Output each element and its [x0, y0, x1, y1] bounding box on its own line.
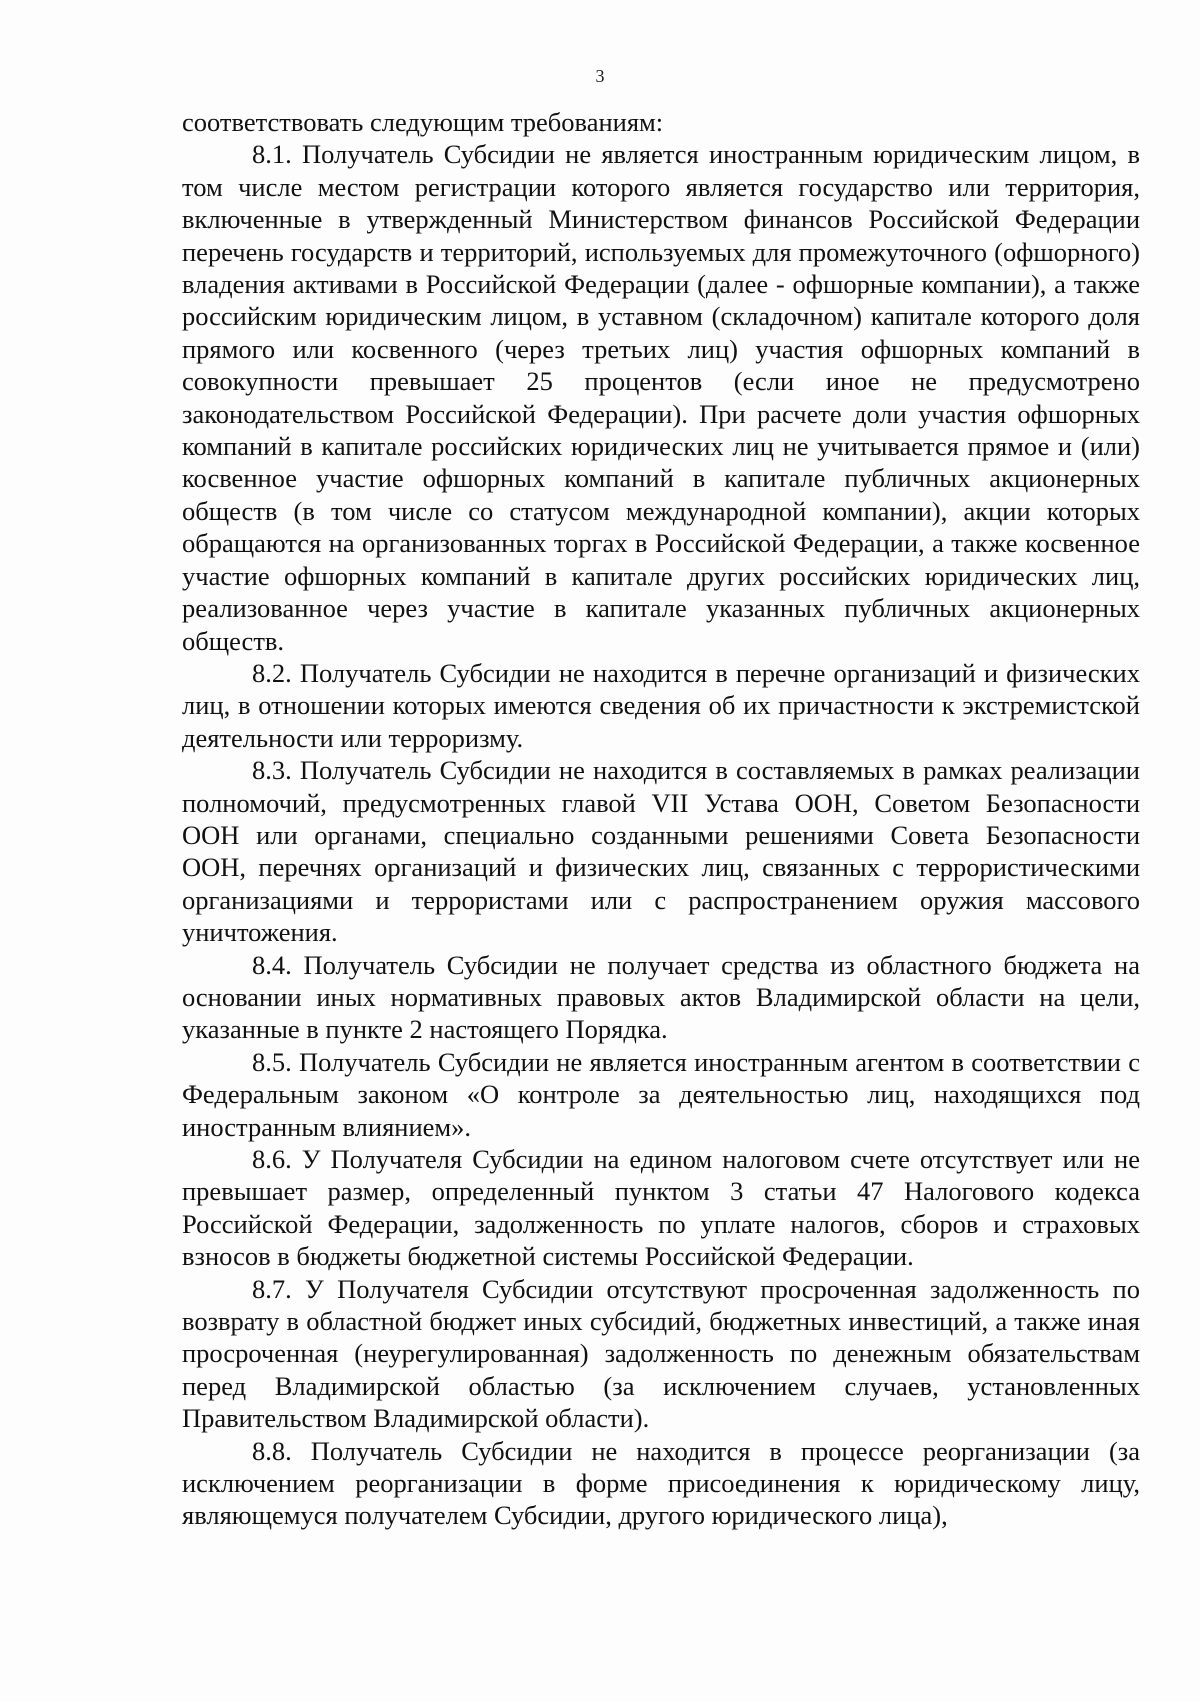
paragraph-8-8: 8.8. Получатель Субсидии не находится в процессе реорганизации (за исключением реорганизации в форме присоединения к юридическому лицу, являющемуся получателем Субсидии, другого юридического лица), [182, 1435, 1140, 1531]
page-number: 3 [595, 66, 605, 86]
paragraph-8-2: 8.2. Получатель Субсидии не находится в перечне организаций и физических лиц, в отношении которых имеются сведения об их причастности к экстремистской деятельности или терроризму. [182, 657, 1140, 753]
paragraph-8-3: 8.3. Получатель Субсидии не находится в составляемых в рамках реализации полномочий, предусмотренных главой VII Устава ООН, Советом Безопасности ООН или органами, специально созданными решениями Совета Безопасности ООН, перечнях организаций и физических лиц, связанных с террористическими организациями и террористами или с распространением оружия массового уничтожения. [182, 755, 1140, 948]
paragraph-8-1: 8.1. Получатель Субсидии не является иностранным юридическим лицом, в том числе местом регистрации которого является государство или территория, включенные в утвержденный Министерством финансов Российской Федерации перечень государств и территорий, используемых для промежуточного (офшорного) владения активами в Российской Федерации (далее - офшорные компании), а также российским юридическим лицом, в уставном (складочном) капитале которого доля прямого или косвенного (через третьих лиц) участия офшорных компаний в совокупности превышает 25 процентов (если иное не предусмотрено законодательством Российской Федерации). При расчете доли участия офшорных компаний в капитале российских юридических лиц не учитывается прямое и (или) косвенное участие офшорных компаний в капитале публичных акционерных обществ (в том числе со статусом международной компании), акции которых обращаются на организованных торгах в Российской Федерации, а также косвенное участие офшорных компаний в капитале других российских юридических лиц, реализованное через участие в капитале указанных публичных акционерных обществ. [182, 139, 1140, 656]
lead-line: соответствовать следующим требованиям: [182, 107, 664, 137]
paragraph-8-4: 8.4. Получатель Субсидии не получает средства из областного бюджета на основании иных нормативных правовых актов Владимирской области на цели, указанные в пункте 2 настоящего Порядка. [182, 949, 1140, 1045]
paragraph-8-5: 8.5. Получатель Субсидии не является иностранным агентом в соответствии с Федеральным законом «О контроле за деятельностью лиц, находящихся под иностранным влиянием». [182, 1046, 1140, 1142]
paragraph-8-6: 8.6. У Получателя Субсидии на едином налоговом счете отсутствует или не превышает размер, определенный пунктом 3 статьи 47 Налогового кодекса Российской Федерации, задолженность по уплате налогов, сборов и страховых взносов в бюджеты бюджетной системы Российской Федерации. [182, 1144, 1140, 1272]
document-body [182, 106, 1140, 1532]
paragraph-8-7: 8.7. У Получателя Субсидии отсутствуют просроченная задолженность по возврату в областной бюджет иных субсидий, бюджетных инвестиций, а также иная просроченная (неурегулированная) задолженность по денежным обязательствам перед Владимирской областью (за исключением случаев, установленных Правительством Владимирской области). [182, 1273, 1140, 1434]
